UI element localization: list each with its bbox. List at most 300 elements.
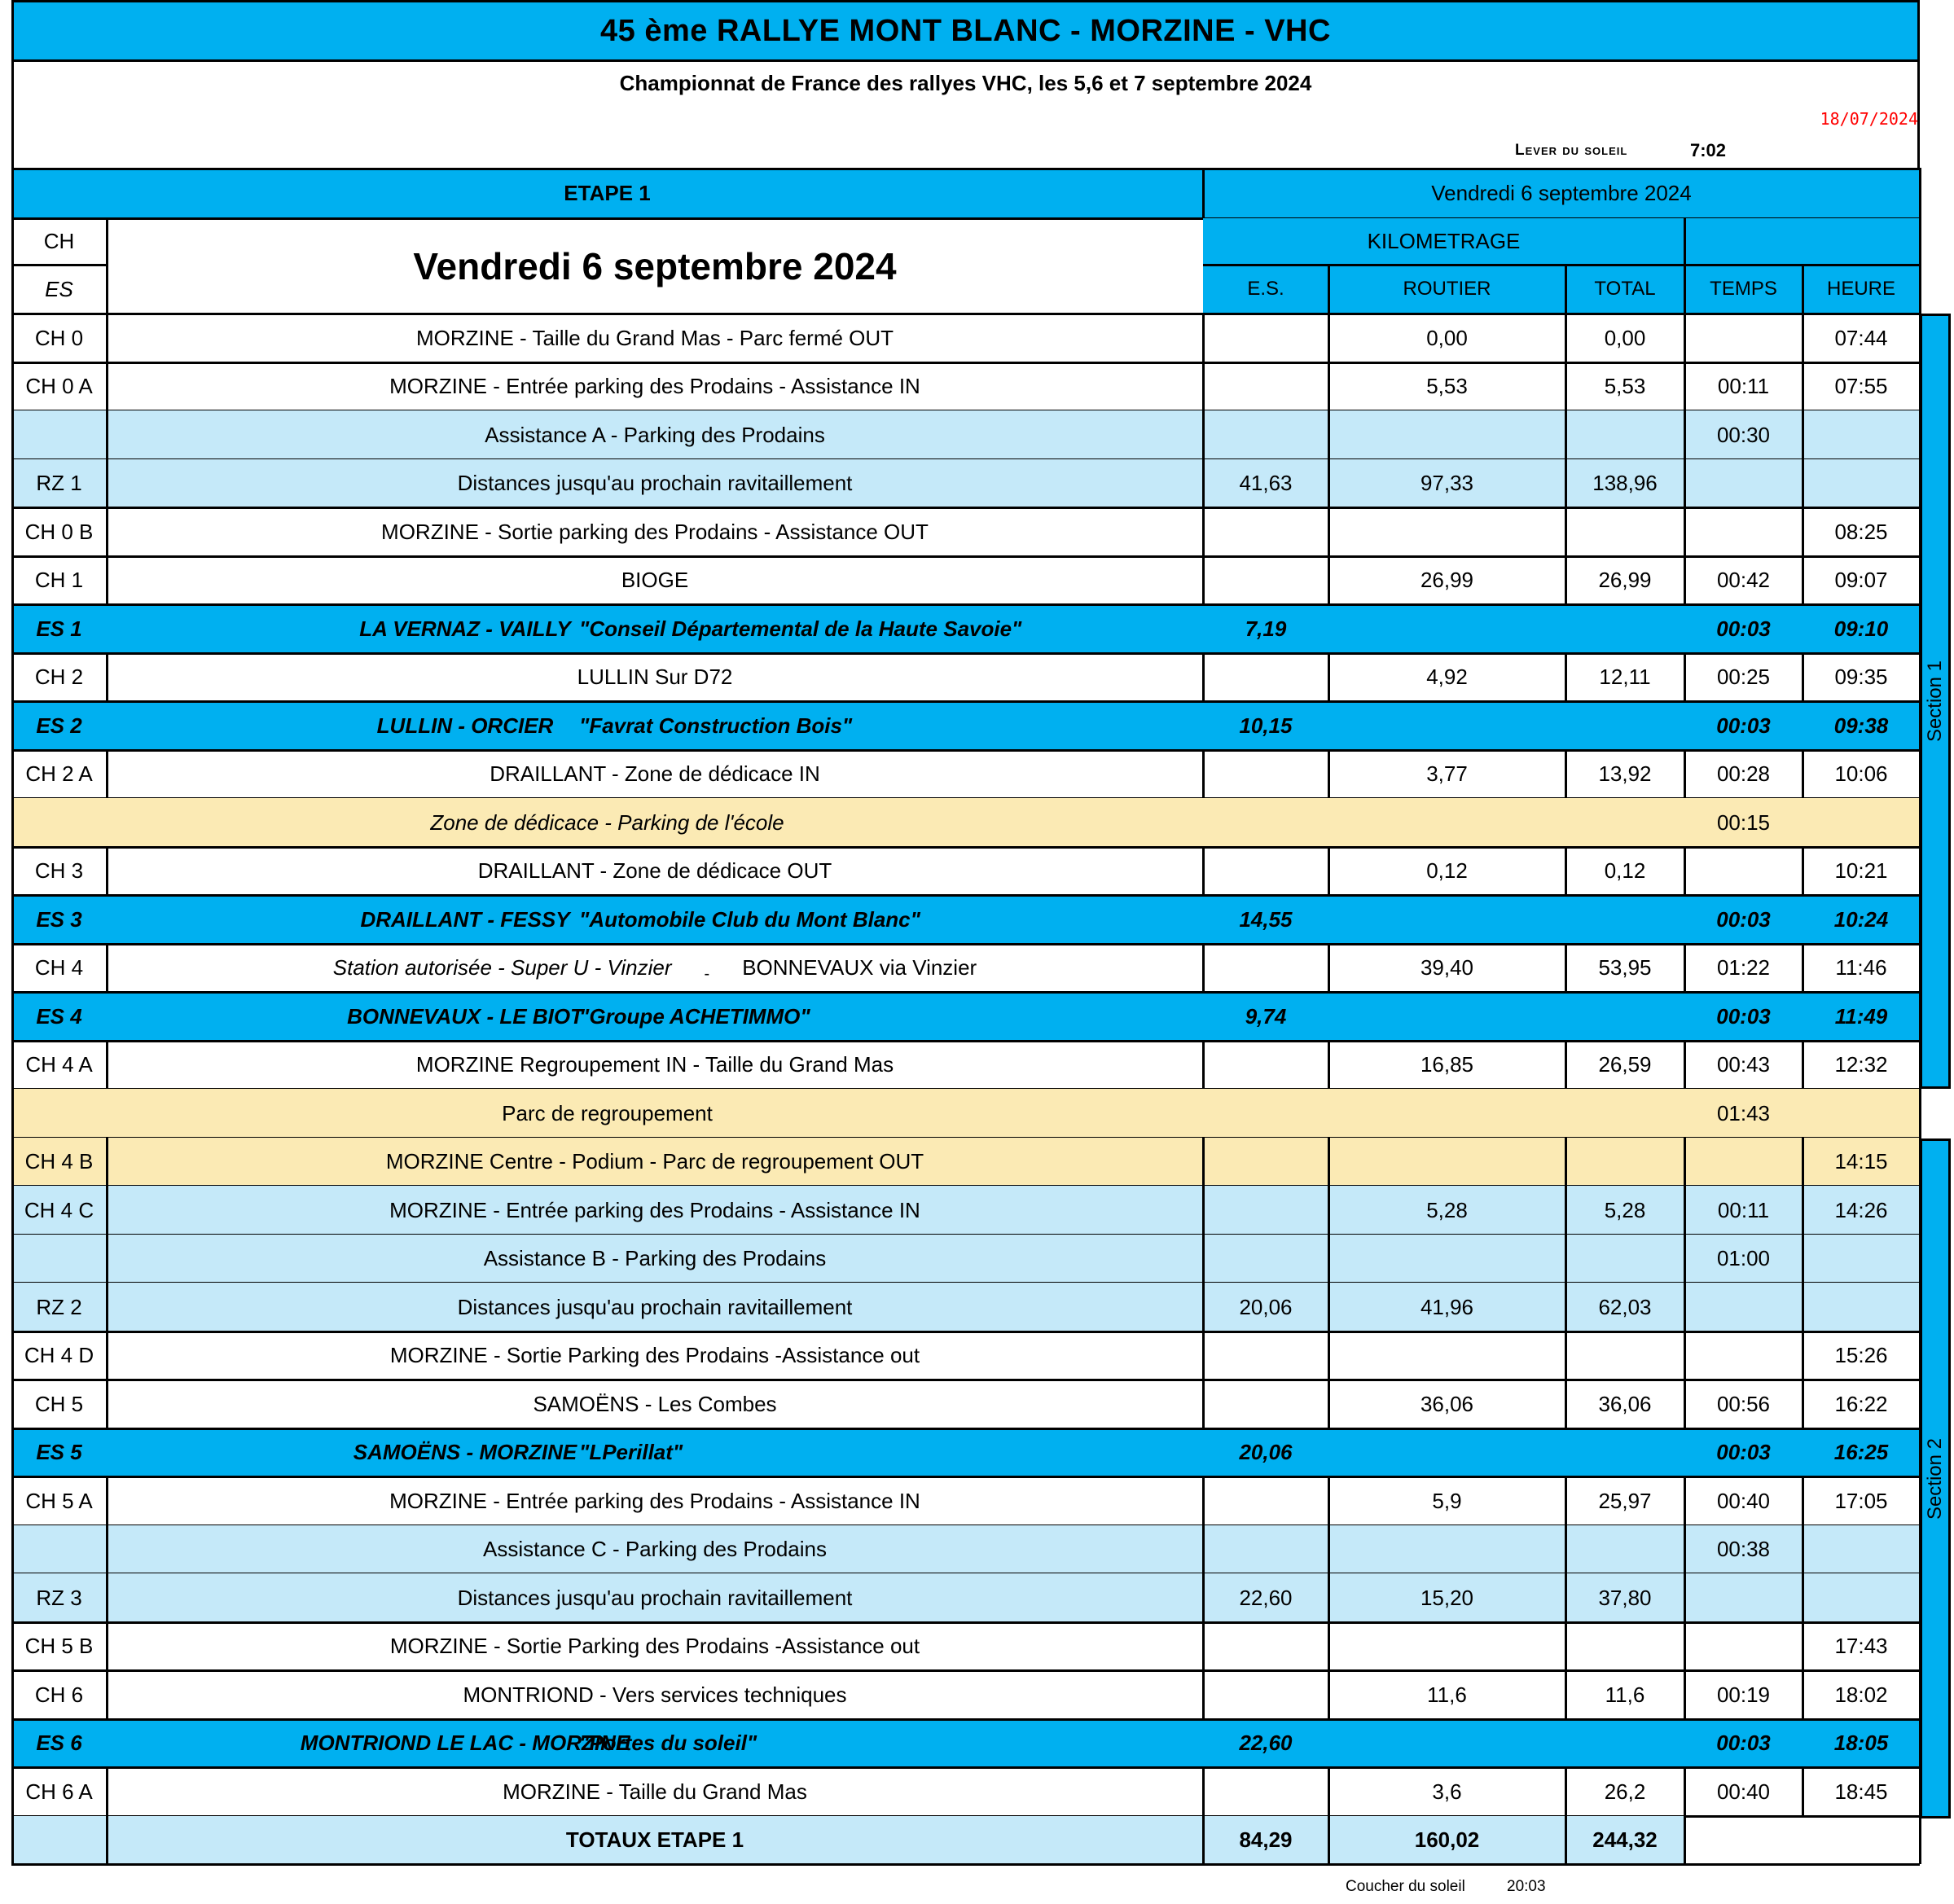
column-border bbox=[1328, 847, 1330, 895]
row-description: MORZINE - Entrée parking des Prodains - Assistance IN bbox=[389, 1197, 920, 1222]
stage-code: ES 1 bbox=[36, 616, 82, 641]
column-border bbox=[1684, 1525, 1686, 1573]
column-border bbox=[1328, 1138, 1330, 1186]
sunset-time: 20:03 bbox=[1507, 1878, 1546, 1895]
row-total-km: 25,97 bbox=[1598, 1488, 1652, 1513]
column-border bbox=[1565, 362, 1567, 410]
column-border bbox=[1565, 1525, 1567, 1573]
row-temps: 00:40 bbox=[1716, 1488, 1771, 1513]
totals-label: TOTAUX ETAPE 1 bbox=[565, 1827, 744, 1852]
row-temps: 00:19 bbox=[1716, 1682, 1771, 1707]
stage-border-top bbox=[11, 603, 1920, 606]
row-es-km bbox=[1203, 944, 1328, 992]
destination: BONNEVAUX via Vinzier bbox=[742, 955, 977, 980]
row-code: CH 4 C bbox=[24, 1197, 94, 1222]
column-border bbox=[1802, 1331, 1804, 1380]
main-date-title: Vendredi 6 septembre 2024 bbox=[413, 244, 897, 287]
column-border bbox=[1565, 459, 1567, 507]
row-routier-km: 39,40 bbox=[1420, 955, 1474, 980]
row-description: BIOGE bbox=[621, 568, 689, 592]
row-es-km bbox=[1203, 1380, 1328, 1428]
column-border bbox=[1328, 459, 1330, 507]
row-total-km bbox=[1565, 1525, 1684, 1573]
left-border bbox=[11, 1622, 14, 1670]
page-title: 45 ème RALLYE MONT BLANC - MORZINE - VHC bbox=[600, 13, 1331, 48]
column-border bbox=[1802, 1138, 1804, 1186]
row-description: Assistance B - Parking des Prodains bbox=[483, 1246, 827, 1270]
column-border bbox=[1565, 265, 1567, 314]
row-description: MORZINE - Taille du Grand Mas - Parc fermé OUT bbox=[415, 325, 894, 350]
row-temps: 00:56 bbox=[1716, 1391, 1771, 1416]
column-border bbox=[1684, 1816, 1686, 1864]
stage-name: SAMOËNS - MORZINE bbox=[353, 1440, 577, 1464]
section-label: Section 2 bbox=[1924, 1437, 1946, 1520]
column-border bbox=[106, 1041, 108, 1089]
row-temps bbox=[1684, 1138, 1803, 1186]
stage-sponsor: "Groupe ACHETIMMO" bbox=[579, 1003, 810, 1029]
row-heure: 17:05 bbox=[1834, 1488, 1888, 1513]
right-border bbox=[1919, 168, 1921, 314]
row-description: Distances jusqu'au prochain ravitaillement bbox=[457, 1585, 853, 1610]
stage-border-top bbox=[11, 894, 1920, 897]
column-border bbox=[1802, 1622, 1804, 1670]
left-border bbox=[11, 459, 14, 507]
row-heure: 16:22 bbox=[1834, 1391, 1888, 1416]
column-border bbox=[1202, 1041, 1205, 1089]
row-description: DRAILLANT - Zone de dédicace OUT bbox=[477, 858, 832, 883]
left-border bbox=[11, 895, 14, 944]
column-border bbox=[1802, 1670, 1804, 1719]
table-bottom-border bbox=[11, 1863, 1920, 1866]
row-heure bbox=[1803, 1525, 1920, 1573]
column-border bbox=[1328, 1525, 1330, 1573]
row-description: DRAILLANT - Zone de dédicace IN bbox=[490, 761, 820, 786]
column-border bbox=[1684, 653, 1686, 701]
row-es-km bbox=[1203, 1670, 1328, 1719]
row-routier-km bbox=[1328, 1235, 1565, 1283]
left-border bbox=[11, 1380, 14, 1428]
row-description: MORZINE - Sortie Parking des Prodains -Assistance out bbox=[389, 1343, 920, 1367]
row-routier-km: 3,77 bbox=[1426, 761, 1468, 786]
row-es-km bbox=[1203, 653, 1328, 701]
row-routier-km: 5,28 bbox=[1426, 1197, 1468, 1222]
left-border bbox=[11, 750, 14, 798]
row-total-km: 0,00 bbox=[1604, 325, 1646, 350]
row-total-km: 53,95 bbox=[1598, 955, 1652, 980]
column-border bbox=[106, 1186, 108, 1235]
document-date: 18/07/2024 bbox=[1820, 109, 1918, 129]
row-routier-km: 26,99 bbox=[1420, 568, 1474, 592]
right-border bbox=[1919, 1816, 1921, 1864]
row-es-km bbox=[1203, 314, 1328, 362]
row-total-km bbox=[1565, 1138, 1684, 1186]
column-border bbox=[106, 1670, 108, 1719]
row-routier-km bbox=[1328, 410, 1565, 459]
stage-title bbox=[107, 1719, 1203, 1767]
row-description: MORZINE - Taille du Grand Mas bbox=[503, 1779, 807, 1804]
column-border bbox=[1202, 750, 1205, 798]
column-border bbox=[106, 1622, 108, 1670]
stage-temps: 00:03 bbox=[1716, 1731, 1771, 1755]
zone-description: Parc de regroupement bbox=[502, 1100, 713, 1125]
row-heure: 11:46 bbox=[1835, 955, 1887, 980]
left-border bbox=[11, 1525, 14, 1573]
column-border bbox=[106, 847, 108, 895]
row-temps: 00:38 bbox=[1716, 1537, 1771, 1561]
column-border bbox=[1565, 1138, 1567, 1186]
row-routier-km bbox=[1328, 1331, 1565, 1380]
column-border bbox=[1565, 1476, 1567, 1525]
left-border bbox=[11, 1816, 14, 1864]
row-code bbox=[11, 410, 107, 459]
column-border bbox=[1328, 1476, 1330, 1525]
sunrise-time: 7:02 bbox=[1690, 140, 1727, 160]
stage-sponsor: "Portes du soleil" bbox=[579, 1731, 757, 1755]
column-border bbox=[1202, 556, 1205, 604]
column-border bbox=[1565, 1767, 1567, 1816]
row-temps: 00:11 bbox=[1717, 374, 1770, 398]
stage-distance: 22,60 bbox=[1239, 1731, 1293, 1755]
col-header-total: TOTAL bbox=[1594, 278, 1656, 300]
column-border bbox=[1802, 1186, 1804, 1235]
column-border bbox=[1328, 1380, 1330, 1428]
stage-title bbox=[107, 604, 1203, 653]
column-border bbox=[1802, 750, 1804, 798]
column-border bbox=[1328, 1041, 1330, 1089]
row-heure: 18:02 bbox=[1834, 1682, 1888, 1707]
row-temps bbox=[1684, 1622, 1803, 1670]
left-border bbox=[11, 604, 14, 653]
row-heure: 10:21 bbox=[1834, 858, 1888, 883]
column-border bbox=[1802, 1235, 1804, 1283]
column-border bbox=[1202, 1767, 1205, 1816]
row-routier-km: 16,85 bbox=[1420, 1052, 1474, 1077]
column-border bbox=[1684, 1670, 1686, 1719]
column-border bbox=[1328, 1235, 1330, 1283]
column-border bbox=[106, 1525, 108, 1573]
row-heure bbox=[1803, 410, 1920, 459]
row-description: SAMOËNS - Les Combes bbox=[533, 1391, 777, 1416]
column-border bbox=[1802, 1525, 1804, 1573]
column-border bbox=[1802, 265, 1804, 314]
stage-heure: 18:05 bbox=[1833, 1731, 1889, 1755]
row-es-km bbox=[1203, 1525, 1328, 1573]
row-es-km bbox=[1203, 1331, 1328, 1380]
column-border bbox=[1328, 362, 1330, 410]
totals-es: 84,29 bbox=[1239, 1827, 1293, 1852]
row-code: CH 0 B bbox=[24, 519, 94, 544]
row-temps: 00:28 bbox=[1716, 761, 1771, 786]
column-border bbox=[1565, 507, 1567, 556]
station-note: Station autorisée - Super U - Vinzier bbox=[332, 955, 672, 980]
column-border bbox=[1565, 1380, 1567, 1428]
row-heure bbox=[1803, 1573, 1920, 1622]
left-border bbox=[11, 1138, 14, 1186]
row-es-km bbox=[1203, 1622, 1328, 1670]
row-heure: 15:26 bbox=[1834, 1343, 1888, 1367]
column-border bbox=[1802, 847, 1804, 895]
etape-label: ETAPE 1 bbox=[564, 180, 651, 205]
column-border bbox=[1802, 556, 1804, 604]
column-border bbox=[1565, 847, 1567, 895]
column-border bbox=[1565, 314, 1567, 362]
row-routier-km: 97,33 bbox=[1420, 471, 1474, 495]
column-border bbox=[1565, 1041, 1567, 1089]
column-border bbox=[1565, 410, 1567, 459]
column-border bbox=[1802, 1476, 1804, 1525]
row-heure: 17:43 bbox=[1834, 1634, 1888, 1658]
es-header: ES bbox=[45, 276, 73, 301]
row-code: CH 0 A bbox=[25, 374, 93, 398]
column-border bbox=[1684, 218, 1686, 314]
column-border bbox=[106, 507, 108, 556]
column-border bbox=[1202, 1816, 1205, 1864]
left-border bbox=[11, 314, 14, 362]
column-border bbox=[106, 1380, 108, 1428]
column-border bbox=[1202, 1331, 1205, 1380]
row-routier-km bbox=[1328, 1525, 1565, 1573]
row-description: Assistance C - Parking des Prodains bbox=[483, 1537, 827, 1561]
row-temps bbox=[1684, 507, 1803, 556]
stage-distance: 7,19 bbox=[1245, 616, 1287, 641]
row-description: MORZINE - Entrée parking des Prodains - Assistance IN bbox=[389, 1488, 920, 1513]
left-border bbox=[11, 1041, 14, 1089]
column-border bbox=[1328, 653, 1330, 701]
stage-title bbox=[107, 895, 1203, 944]
left-border bbox=[11, 992, 14, 1041]
row-description: MORZINE Centre - Podium - Parc de regroupement OUT bbox=[385, 1149, 924, 1174]
column-border bbox=[1684, 1138, 1686, 1186]
row-total-km: 26,59 bbox=[1598, 1052, 1652, 1077]
etape-date: Vendredi 6 septembre 2024 bbox=[1431, 180, 1692, 205]
stage-border-top bbox=[11, 1718, 1920, 1721]
row-heure: 09:07 bbox=[1834, 568, 1888, 592]
column-border bbox=[1565, 1622, 1567, 1670]
row-es-km bbox=[1203, 750, 1328, 798]
left-border bbox=[11, 362, 14, 410]
left-border bbox=[11, 1331, 14, 1380]
table-top-border bbox=[11, 168, 1920, 170]
column-border bbox=[1202, 1670, 1205, 1719]
row-es-km bbox=[1203, 1041, 1328, 1089]
left-border bbox=[11, 1767, 14, 1816]
row-description: Distances jusqu'au prochain ravitaillement bbox=[457, 471, 853, 495]
column-border bbox=[106, 1816, 108, 1864]
row-code: CH 1 bbox=[34, 568, 84, 592]
column-border bbox=[1684, 1041, 1686, 1089]
column-border bbox=[106, 750, 108, 798]
row-description: Assistance A - Parking des Prodains bbox=[485, 422, 825, 447]
col-header-es: E.S. bbox=[1247, 278, 1284, 300]
column-border bbox=[106, 1331, 108, 1380]
left-border bbox=[11, 653, 14, 701]
ch-header: CH bbox=[43, 229, 75, 253]
stage-sponsor: "Automobile Club du Mont Blanc" bbox=[579, 906, 920, 932]
column-border bbox=[1684, 1476, 1686, 1525]
row-es-km: 22,60 bbox=[1239, 1585, 1293, 1610]
row-temps: 00:43 bbox=[1716, 1052, 1771, 1077]
column-border bbox=[1202, 653, 1205, 701]
row-code: CH 6 bbox=[34, 1682, 84, 1707]
row-total-km: 138,96 bbox=[1592, 471, 1658, 495]
left-border bbox=[11, 507, 14, 556]
stage-title bbox=[107, 1428, 1203, 1476]
row-temps: 00:40 bbox=[1716, 1779, 1771, 1804]
left-border bbox=[11, 410, 14, 459]
kilometrage-label: KILOMETRAGE bbox=[1367, 229, 1521, 253]
row-total-km: 0,12 bbox=[1604, 858, 1646, 883]
column-border bbox=[1802, 1767, 1804, 1816]
row-code: CH 6 A bbox=[25, 1779, 93, 1804]
stage-heure: 10:24 bbox=[1833, 906, 1889, 932]
column-border bbox=[1684, 1235, 1686, 1283]
row-code: RZ 1 bbox=[36, 471, 82, 495]
row-total-km: 13,92 bbox=[1598, 761, 1652, 786]
column-border bbox=[1328, 1331, 1330, 1380]
column-border bbox=[106, 1283, 108, 1331]
column-border bbox=[106, 410, 108, 459]
column-border bbox=[1328, 1573, 1330, 1622]
championship-subtitle: Championnat de France des rallyes VHC, les 5,6 et 7 septembre 2024 bbox=[619, 70, 1312, 95]
stage-border-top bbox=[11, 700, 1920, 703]
column-border bbox=[1802, 1380, 1804, 1428]
row-code: CH 5 B bbox=[24, 1634, 94, 1658]
row-code: CH 0 bbox=[34, 325, 84, 350]
column-border bbox=[1565, 1235, 1567, 1283]
row-code: CH 4 D bbox=[24, 1343, 94, 1367]
column-border bbox=[1202, 168, 1205, 218]
row-total-km bbox=[1565, 1622, 1684, 1670]
row-total-km: 12,11 bbox=[1599, 665, 1651, 689]
row-es-km bbox=[1203, 847, 1328, 895]
column-border bbox=[1684, 1186, 1686, 1235]
row-es-km: 20,06 bbox=[1239, 1294, 1293, 1319]
column-border bbox=[1565, 556, 1567, 604]
column-border bbox=[1684, 1767, 1686, 1816]
stage-distance: 20,06 bbox=[1239, 1440, 1293, 1464]
column-border bbox=[1684, 314, 1686, 362]
column-border bbox=[1684, 1331, 1686, 1380]
row-total-km bbox=[1565, 410, 1684, 459]
zone-description: Zone de dédicace - Parking de l'école bbox=[430, 809, 784, 835]
row-routier-km: 36,06 bbox=[1420, 1391, 1474, 1416]
row-routier-km: 0,12 bbox=[1426, 858, 1468, 883]
column-border bbox=[106, 362, 108, 410]
column-border bbox=[1565, 1670, 1567, 1719]
stage-temps: 00:03 bbox=[1716, 1440, 1771, 1464]
column-border bbox=[1202, 1476, 1205, 1525]
row-es-km bbox=[1203, 1767, 1328, 1816]
column-border bbox=[1328, 1283, 1330, 1331]
row-es-km: 41,63 bbox=[1239, 471, 1293, 495]
stage-distance: 10,15 bbox=[1239, 713, 1293, 738]
column-border bbox=[1684, 847, 1686, 895]
row-es-km bbox=[1203, 1476, 1328, 1525]
column-border bbox=[1328, 556, 1330, 604]
column-border bbox=[1202, 410, 1205, 459]
column-border bbox=[1565, 1283, 1567, 1331]
column-border bbox=[1328, 507, 1330, 556]
row-heure: 18:45 bbox=[1834, 1779, 1888, 1804]
column-border bbox=[106, 1767, 108, 1816]
row-routier-km: 0,00 bbox=[1426, 325, 1468, 350]
row-code: CH 5 bbox=[34, 1391, 84, 1416]
column-border bbox=[1202, 1283, 1205, 1331]
row-routier-km: 15,20 bbox=[1420, 1585, 1474, 1610]
column-border bbox=[1684, 507, 1686, 556]
row-heure: 12:32 bbox=[1834, 1052, 1888, 1077]
stage-name: MONTRIOND LE LAC - MORZINE bbox=[300, 1731, 630, 1755]
row-code: CH 2 bbox=[34, 665, 84, 689]
column-border bbox=[1684, 459, 1686, 507]
column-border bbox=[1802, 1283, 1804, 1331]
row-heure: 09:35 bbox=[1834, 665, 1888, 689]
column-border bbox=[1202, 314, 1205, 362]
column-border bbox=[106, 1573, 108, 1622]
row-heure bbox=[1803, 1283, 1920, 1331]
column-border bbox=[106, 653, 108, 701]
row-temps bbox=[1684, 847, 1803, 895]
column-border bbox=[1565, 1186, 1567, 1235]
column-border bbox=[1328, 1670, 1330, 1719]
row-routier-km: 4,92 bbox=[1426, 665, 1468, 689]
row-code: CH 2 A bbox=[25, 761, 93, 786]
row-total-km bbox=[1565, 1331, 1684, 1380]
right-border bbox=[1919, 1089, 1921, 1138]
column-border bbox=[106, 459, 108, 507]
column-border bbox=[106, 556, 108, 604]
row-heure bbox=[1803, 1235, 1920, 1283]
column-border bbox=[1565, 1816, 1567, 1864]
column-border bbox=[1202, 507, 1205, 556]
row-description: MORZINE - Entrée parking des Prodains - Assistance IN bbox=[389, 374, 920, 398]
row-temps: 00:30 bbox=[1716, 422, 1771, 447]
left-border bbox=[11, 1719, 14, 1767]
row-code: CH 4 A bbox=[25, 1052, 93, 1077]
column-border bbox=[1684, 1380, 1686, 1428]
row-es-km bbox=[1203, 362, 1328, 410]
left-border bbox=[11, 1186, 14, 1235]
row-routier-km: 11,6 bbox=[1427, 1682, 1467, 1707]
row-routier-km bbox=[1328, 1622, 1565, 1670]
col-header-temps: TEMPS bbox=[1710, 278, 1777, 300]
row-code bbox=[11, 1235, 107, 1283]
column-border bbox=[1684, 944, 1686, 992]
row-routier-km: 5,9 bbox=[1432, 1488, 1462, 1513]
row-total-km: 26,2 bbox=[1604, 1779, 1646, 1804]
column-border bbox=[1802, 459, 1804, 507]
row-code bbox=[11, 1525, 107, 1573]
column-border bbox=[1684, 750, 1686, 798]
column-border bbox=[106, 1138, 108, 1186]
column-border bbox=[1328, 1186, 1330, 1235]
zone-temps: 00:15 bbox=[1716, 809, 1771, 835]
left-border bbox=[11, 944, 14, 992]
row-temps bbox=[1684, 1283, 1803, 1331]
stage-heure: 09:10 bbox=[1833, 616, 1889, 641]
column-border bbox=[1565, 653, 1567, 701]
row-routier-km: 3,6 bbox=[1432, 1779, 1462, 1804]
zone-temps: 01:43 bbox=[1716, 1100, 1771, 1125]
column-border bbox=[1202, 1525, 1205, 1573]
column-border bbox=[1565, 1573, 1567, 1622]
row-description: LULLIN Sur D72 bbox=[577, 665, 733, 689]
col-header-heure: HEURE bbox=[1826, 278, 1895, 300]
left-border bbox=[11, 1235, 14, 1283]
row-total-km: 5,53 bbox=[1604, 374, 1646, 398]
column-border bbox=[106, 1476, 108, 1525]
row-border bbox=[11, 264, 107, 266]
